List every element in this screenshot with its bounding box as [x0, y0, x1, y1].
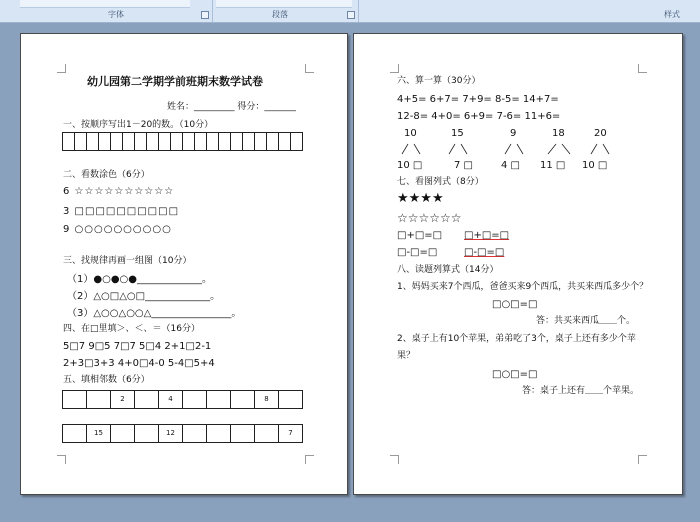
compare-row-2: 2+3□3+3 4+0□4-0 5-4□5+4 [63, 358, 215, 369]
crop-mark [57, 455, 66, 464]
grid-cell[interactable]: 4 [158, 390, 183, 409]
crop-mark [57, 64, 66, 73]
paragraph-group-label: 段落 [272, 10, 288, 19]
calc-row-2: 12-8= 4+0= 6+9= 7-6= 11+6= [397, 111, 561, 122]
section-2-heading: 二、看数涂色（6分） [63, 170, 150, 180]
split-top-5: 20 [594, 128, 607, 139]
document-page-1[interactable] [20, 33, 348, 495]
word-problem-2-line-2: 果？ [397, 351, 416, 361]
picture-equation-1: □+□=□ [397, 230, 443, 241]
split-top-4: 18 [552, 128, 565, 139]
section-5-heading: 五、填相邻数（6分） [63, 375, 150, 385]
crop-mark [390, 64, 399, 73]
picture-equation-4: □-□=□ [464, 247, 505, 258]
crop-mark [638, 455, 647, 464]
picture-equation-2: □+□=□ [464, 230, 510, 241]
grid-cell[interactable]: 12 [158, 424, 183, 443]
grid-cell[interactable] [182, 424, 207, 443]
color-row-squares: 3 □□□□□□□□□□ [63, 206, 180, 217]
crop-mark [305, 64, 314, 73]
neighbor-grid-1 [63, 390, 303, 409]
exam-title: 幼儿园第二学期学前班期末数学试卷 [87, 75, 263, 88]
split-bottom-3: 4 □ [501, 160, 520, 171]
grid-cell[interactable] [86, 390, 111, 409]
section-6-heading: 六、算一算（30分） [397, 76, 481, 86]
color-row-circles: 9 ○○○○○○○○○○ [63, 224, 172, 235]
picture-equation-3: □-□=□ [397, 247, 438, 258]
styles-group [360, 0, 698, 22]
grid-cell[interactable] [134, 390, 159, 409]
grid-cell[interactable] [182, 390, 207, 409]
split-top-3: 9 [510, 128, 517, 139]
section-7-heading: 七、看图列式（8分） [397, 177, 484, 187]
neighbor-grid-2 [63, 424, 303, 443]
white-stars: ☆☆☆☆☆☆ [397, 211, 462, 225]
grid-cell[interactable] [62, 390, 87, 409]
pattern-row-1: （1）●○●○●_____________。 [67, 274, 212, 285]
color-row-stars: 6 ☆☆☆☆☆☆☆☆☆☆ [63, 186, 175, 197]
split-bottom-5: 10 □ [582, 160, 608, 171]
split-branches [354, 142, 682, 156]
name-score-line: 姓名：_________ 得分：_______ [167, 102, 296, 112]
black-stars: ★★★★ [397, 191, 444, 206]
split-top-2: 15 [451, 128, 464, 139]
paragraph-dialog-launcher-icon[interactable] [347, 11, 355, 19]
font-group-label: 字体 [108, 10, 124, 19]
pattern-row-2: （2）△○□△○□_____________。 [67, 291, 221, 302]
compare-row-1: 5□7 9□5 7□7 5□4 2+1□2-1 [63, 341, 212, 352]
grid-cell[interactable] [206, 424, 231, 443]
grid-cell[interactable] [230, 424, 255, 443]
ribbon [0, 0, 700, 23]
grid-cell[interactable] [110, 424, 135, 443]
grid-cell[interactable] [134, 424, 159, 443]
section-4-heading: 四、在□里填＞、＜、＝（16分） [63, 324, 200, 334]
split-bottom-2: 7 □ [454, 160, 473, 171]
word-problem-2-line-1: 2、桌子上有10个苹果，弟弟吃了3个，桌子上还有多少个苹 [397, 334, 636, 344]
grid-cell[interactable]: 7 [278, 424, 303, 443]
word-problem-1-equation: □○□=□ [492, 299, 538, 310]
section-8-heading: 八、读题列算式（14分） [397, 265, 499, 275]
section-3-heading: 三、找规律再画一组图（10分） [63, 256, 192, 266]
grid-cell[interactable]: 8 [254, 390, 279, 409]
word-problem-1-answer: 答：共买来西瓜＿＿个。 [536, 316, 636, 326]
grid-cell[interactable] [278, 390, 303, 409]
word-problem-2-answer: 答：桌子上还有＿＿个苹果。 [522, 386, 640, 396]
split-top-1: 10 [404, 128, 417, 139]
number-writing-grid [63, 132, 303, 151]
styles-group-label: 样式 [664, 10, 680, 19]
font-dialog-launcher-icon[interactable] [201, 11, 209, 19]
grid-cell[interactable] [254, 424, 279, 443]
grid-cell[interactable]: 15 [86, 424, 111, 443]
grid-cell[interactable] [230, 390, 255, 409]
split-bottom-4: 11 □ [540, 160, 566, 171]
paragraph-group [214, 0, 359, 22]
font-group [20, 0, 213, 22]
document-page-2[interactable] [353, 33, 683, 495]
crop-mark [638, 64, 647, 73]
grid-cell[interactable]: 2 [110, 390, 135, 409]
word-problem-1: 1、妈妈买来7个西瓜，爸爸买来9个西瓜，共买来西瓜多少个？ [397, 282, 649, 292]
grid-cell[interactable] [62, 424, 87, 443]
word-problem-2-equation: □○□=□ [492, 369, 538, 380]
crop-mark [390, 455, 399, 464]
split-bottom-1: 10 □ [397, 160, 423, 171]
crop-mark [305, 455, 314, 464]
calc-row-1: 4+5= 6+7= 7+9= 8-5= 14+7= [397, 94, 559, 105]
grid-cell[interactable] [290, 132, 303, 151]
section-1-heading: 一、按顺序写出1－20的数。（10分） [63, 120, 214, 130]
grid-cell[interactable] [206, 390, 231, 409]
pattern-row-3: （3）△○○△○○△________________。 [67, 308, 242, 319]
